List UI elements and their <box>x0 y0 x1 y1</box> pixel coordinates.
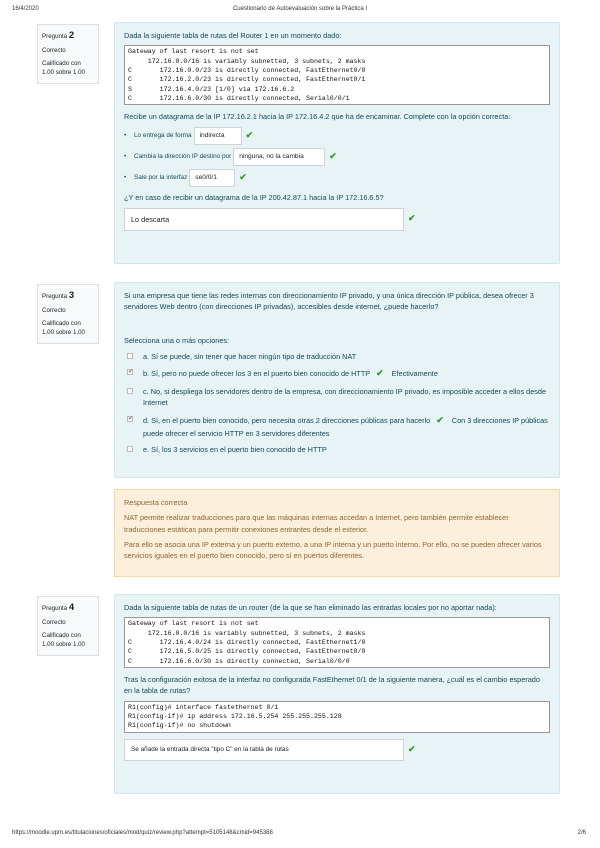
option-d[interactable] <box>124 414 550 439</box>
question-number: 2 <box>68 30 75 41</box>
answer-select[interactable]: Se añade la entrada directa "tipo C" en la tabla de rutas <box>124 739 404 761</box>
question-subtext: Tras la configuración exitosa de la interfaz no configurada FastEthernet 0/1 de la siguiente manera, ¿cuál es el cambio esperado en la tabla de rutas? <box>124 675 540 696</box>
print-date: 16/4/2020 <box>12 6 39 12</box>
checkbox[interactable] <box>127 353 133 359</box>
option-label: a. Sí se puede, sin tener que hacer ningún tipo de traducción NAT <box>143 351 357 361</box>
page-number: 2/6 <box>577 830 586 836</box>
question-label: Pregunta <box>42 33 68 40</box>
question-grade: Calificado con 1.00 sobre 1.00 <box>42 631 86 648</box>
check-icon: ✔ <box>376 368 384 379</box>
routing-table: Gateway of last resort is not set 172.16.0.0/16 is variably subnetted, 3 subnets, 2 masks C 172.16.0.0/23 is directly connected, FastEthernet0/0 C 172.16.2.0/23 is directly connected, FastEthernet0/1 S 172.16.4.0/23 [1/0] via 172.16.6.2 C 172.16.6.0/30 is directly connected, Serial0/0/1 <box>124 45 550 105</box>
question-label: Pregunta <box>42 293 68 300</box>
check-icon: ✔ <box>329 151 337 162</box>
question-number: 3 <box>68 290 75 301</box>
feedback-title: Respuesta correcta <box>124 498 188 507</box>
feedback-text: NAT permite realizar traducciones para que las máquinas internas accedan a Internet, pero también permite establecer traducciones estáticas para permitir conexiones entrantes desde el exterior. <box>124 513 509 534</box>
question-text: Si una empresa que tiene las redes internas con direccionamiento IP privado, y una única dirección IP pública, desea ofrecer 3 servidores Web dentro (con direcciones IP privadas), accesibles desde internet, ¿puede hacerlo? <box>124 291 534 312</box>
feedback-text: Para ello se asocia una IP externa y un puerto externo, a una IP interna y un puerto interno. Por ello, no se pueden ofrecer varios servicios iguales en el puerto bien conocido, pero sí en puertos diferentes. <box>124 539 542 561</box>
question-subtext: Recibe un datagrama de la IP 172.16.2.1 hacia la IP 172.16.4.2 que ha de encaminar. Complete con la opción correcta: <box>124 112 511 122</box>
question-info-4 <box>37 596 99 656</box>
option-feedback: Efectivamente <box>391 369 438 379</box>
question-grade: Calificado con 1.00 sobre 1.00 <box>42 59 86 76</box>
option-feedback: Con 3 direcciones IP públicas puede ofrecer el servicio HTTP en 3 servidores diferentes <box>143 415 548 438</box>
answer-label: Sale por la interfaz <box>134 174 188 182</box>
answer-select[interactable]: ninguna, no la cambia <box>233 148 325 166</box>
answer-row-destination <box>124 148 550 166</box>
option-a[interactable] <box>124 351 550 362</box>
check-icon: ✔ <box>239 172 247 183</box>
routing-table: Gateway of last resort is not set 172.16.0.0/16 is variably subnetted, 3 subnets, 2 masks C 172.16.4.0/24 is directly connected, FastEthernet1/0 C 172.16.5.0/25 is directly connected, FastEthernet0/0 C 172.16.6.0/30 is directly connected, Serial0/0/0 <box>124 617 550 668</box>
answer-row <box>124 739 550 761</box>
question-text: Dada la siguiente tabla de rutas del Router 1 en un momento dado: <box>124 31 342 40</box>
bullet-icon: • <box>124 153 127 161</box>
answer-row-interface <box>124 169 550 187</box>
option-e[interactable] <box>124 444 550 455</box>
check-icon: ✔ <box>408 213 416 224</box>
checkbox[interactable] <box>127 446 133 452</box>
option-label: d. Sí, en el puerto bien conocido, pero necesita otras 2 direcciones públicas para hacerlo <box>143 415 431 425</box>
check-icon: ✔ <box>408 743 416 754</box>
question-4 <box>114 594 560 794</box>
option-label: e. Sí, los 3 servicios en el puerto bien conocido de HTTP <box>143 444 327 454</box>
bullet-icon: • <box>124 174 127 182</box>
question-state: Correcto <box>42 46 66 54</box>
answer-label: Lo entrega de forma <box>134 131 192 139</box>
answer-select[interactable]: Lo descarta <box>124 208 404 231</box>
question-2 <box>114 22 560 264</box>
question-state: Correcto <box>42 306 66 314</box>
checkbox-checked[interactable]: ✔ <box>128 415 134 422</box>
check-icon: ✔ <box>245 129 254 140</box>
question-number: 4 <box>68 602 75 613</box>
page-url: https://moodle.upm.es/titulaciones/oficiales/mod/quiz/review.php?attempt=5105148&cmid=945388 <box>12 830 273 836</box>
question-grade: Calificado con 1.00 sobre 1.00 <box>42 319 86 336</box>
config-commands: R1(config)# interface fastethernet 0/1 R1(config-if)# ip address 172.16.5.254 255.255.255.128 R1(config-if)# no shutdown <box>124 701 550 733</box>
option-b[interactable] <box>124 367 550 381</box>
question-info-2 <box>37 24 99 84</box>
question-info-3 <box>37 284 99 344</box>
options-prompt: Selecciona una o más opciones: <box>124 335 230 345</box>
checkbox-checked[interactable]: ✔ <box>128 369 134 376</box>
answer-label: Cambia la dirección IP destino por <box>134 153 232 161</box>
checkbox[interactable] <box>127 388 133 394</box>
second-answer-row <box>124 208 550 231</box>
question-3 <box>114 282 560 478</box>
check-icon: ✔ <box>436 414 444 425</box>
bullet-icon: • <box>124 131 127 139</box>
question-3-feedback <box>114 489 560 577</box>
question-second-text: ¿Y en caso de recibir un datagrama de la IP 200.42.87.1 hacia la IP 172.16.6.5? <box>124 193 384 203</box>
answer-row-delivery <box>124 127 550 145</box>
option-label: c. No, si despliega los servidores dentro de la empresa, con direccionamiento IP privado, es imposible acceder a ellos desde Internet <box>143 387 547 408</box>
answer-select[interactable]: se0/0/1 <box>189 169 235 187</box>
question-state: Correcto <box>42 618 66 626</box>
answer-select[interactable]: indirecta <box>194 127 242 145</box>
question-label: Pregunta <box>42 605 68 612</box>
option-label: b. Sí, pero no puede ofrecer los 3 en el puerto bien conocido de HTTP <box>143 369 371 379</box>
option-c[interactable] <box>124 386 550 409</box>
question-text: Dada la siguiente tabla de rutas de un router (de la que se han eliminado las entradas locales por no aportar nada): <box>124 603 497 612</box>
print-title: Cuestionario de Autoevaluación sobre la Práctica I <box>232 6 368 12</box>
